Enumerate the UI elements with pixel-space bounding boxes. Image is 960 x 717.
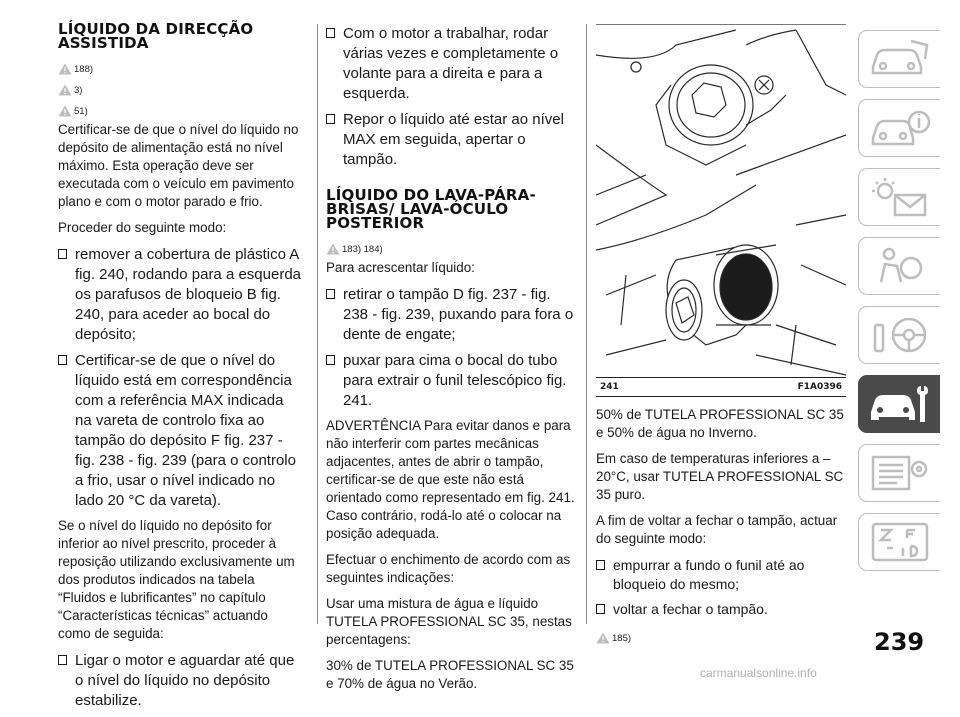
bullet-item: [58, 245, 303, 345]
paragraph-intro: Certificar-se de que o nível do líquido no depósito de alimentação está no nível máximo. Esta operação deve ser executada com o veículo em pavimento plano e com o motor parado e frio.: [58, 122, 299, 209]
bullet-item: [596, 556, 846, 594]
warning-triangle-icon: [596, 632, 610, 644]
bullet-text: Certificar-se de que o nível do líquido está em correspondência com a referência MAX indicada na vareta de controlo fixa ao tampão do depósito F fig. 237 - fig. 238 - fig. 239 (para o controlo a frio, usar o nível indicado no lado 20 °C da vareta).: [75, 352, 296, 509]
figure-code: F1A0396: [797, 382, 842, 392]
index-icon: [867, 520, 933, 564]
section-heading-power-steering: LÍQUIDO DA DIRECÇÃO ASSISTIDA: [58, 20, 254, 52]
checkbox-bullet-icon: [326, 289, 335, 299]
warning-ref-text: 51): [74, 106, 88, 117]
car-dashboard-icon: [867, 37, 933, 81]
bullet-text: puxar para cima o bocal do tubo para extrair o funil telescópico fig. 241.: [343, 352, 567, 409]
car-info-icon: [867, 106, 933, 150]
paragraph-winter: 50% de TUTELA PROFESSIONAL SC 35 e 50% de água no Inverno.: [596, 407, 844, 440]
tab-starting-driving[interactable]: [858, 306, 940, 364]
bullet-text: remover a cobertura de plástico A fig. 240, rodando para a esquerda os parafusos de bloqueio B fig. 240, para aceder ao bocal do depósito;: [75, 246, 302, 343]
bullet-text: retirar o tampão D fig. 237 - fig. 238 - fig. 239, puxando para fora o dente de engate;: [343, 286, 574, 343]
airbag-safety-icon: [867, 244, 933, 288]
warning-ref: [58, 98, 303, 117]
warning-lights-icon: [867, 175, 933, 219]
column-divider: [317, 24, 318, 624]
checkbox-bullet-icon: [596, 560, 605, 570]
paragraph-proceed: Proceder do seguinte modo:: [58, 220, 227, 235]
checkbox-bullet-icon: [58, 655, 67, 665]
bullet-item: [58, 651, 303, 711]
bullet-item: [326, 24, 576, 104]
washer-reservoir-illustration: [596, 25, 846, 378]
bullet-item: [326, 351, 576, 411]
column-middle: [326, 24, 576, 701]
page-number: 239: [874, 628, 925, 656]
checkbox-bullet-icon: [58, 355, 67, 365]
tab-maintenance[interactable]: [858, 375, 940, 433]
paragraph-close: A fim de voltar a fechar o tampão, actuar do seguinte modo:: [596, 513, 838, 546]
figure-number: 241: [600, 382, 619, 392]
car-wrench-icon: [867, 382, 933, 426]
warning-triangle-icon: [58, 63, 72, 75]
warning-triangle-icon: [326, 243, 340, 255]
tab-emergency[interactable]: [858, 444, 940, 502]
warning-ref: [58, 56, 303, 75]
warning-ref-text: 3): [74, 85, 83, 96]
chapter-sidebar: [858, 30, 948, 582]
warning-triangle-icon: [58, 84, 72, 96]
warning-ref: [58, 77, 303, 96]
tab-car-dashboard[interactable]: [858, 30, 940, 88]
warning-ref-text: 183) 184): [342, 244, 383, 255]
watermark: carmanualsonline.info: [700, 666, 817, 680]
warning-ref: [596, 625, 846, 644]
column-right: [596, 406, 846, 646]
paragraph-fill: Efectuar o enchimento de acordo com as seguintes indicações:: [326, 552, 571, 585]
tab-car-info[interactable]: [858, 99, 940, 157]
paragraph-add-fluid: Para acrescentar líquido:: [326, 260, 475, 275]
tab-airbag-safety[interactable]: [858, 237, 940, 295]
warning-ref-text: 185): [612, 633, 632, 644]
bullet-item: [58, 351, 303, 511]
warning-ref-text: 188): [74, 64, 94, 75]
paragraph-low-level: Se o nível do líquido no depósito for inferior ao nível prescrito, proceder à reposição utilizando exclusivamente um dos produtos indicados na tabela “Fluidos e lubrificantes” no capítulo “Características técnicas” actuando como de seguida:: [58, 518, 295, 641]
tab-technical-data[interactable]: [858, 513, 940, 571]
warning-ref: [326, 236, 576, 255]
bullet-text: voltar a fechar o tampão.: [613, 601, 768, 617]
bullet-text: Repor o líquido até estar ao nível MAX em seguida, apertar o tampão.: [343, 111, 564, 168]
figure-caption: [596, 377, 846, 397]
checkbox-bullet-icon: [326, 355, 335, 365]
bullet-item: [596, 600, 846, 619]
bullet-item: [326, 285, 576, 345]
section-heading-washer-fluid: LÍQUIDO DO LAVA-PÁRA-BRISAS/ LAVA-ÓCULO POSTERIOR: [326, 186, 536, 232]
bullet-text: Com o motor a trabalhar, rodar várias vezes e completamente o volante para a direita e para a esquerda.: [343, 25, 559, 102]
checkbox-bullet-icon: [326, 28, 335, 38]
emergency-icon: [867, 451, 933, 495]
warning-triangle-icon: [58, 105, 72, 117]
checkbox-bullet-icon: [58, 249, 67, 259]
tab-warning-lights[interactable]: [858, 168, 940, 226]
bullet-text: empurrar a fundo o funil até ao bloqueio do mesmo;: [613, 557, 805, 592]
starting-driving-icon: [867, 313, 933, 357]
paragraph-summer: 30% de TUTELA PROFESSIONAL SC 35 e 70% de água no Verão.: [326, 658, 574, 691]
figure-241: [596, 24, 846, 378]
paragraph-mix: Usar uma mistura de água e líquido TUTELA PROFESSIONAL SC 35, nestas percentagens:: [326, 596, 572, 647]
bullet-text: Ligar o motor e aguardar até que o nível do líquido no depósito estabilize.: [75, 652, 295, 709]
bullet-item: [326, 110, 576, 170]
paragraph-cold: Em caso de temperaturas inferiores a –20°C, usar TUTELA PROFESSIONAL SC 35 puro.: [596, 451, 844, 502]
column-divider: [586, 24, 587, 624]
column-left: [58, 22, 303, 717]
paragraph-warning: ADVERTÊNCIA Para evitar danos e para não interferir com partes mecânicas adjacentes, antes de abrir o tampão, certificar-se de que este não está orientado como representado em fig. 241. Caso contrário, rodá-lo até o colocar na posição adequada.: [326, 418, 575, 541]
checkbox-bullet-icon: [596, 604, 605, 614]
checkbox-bullet-icon: [326, 114, 335, 124]
